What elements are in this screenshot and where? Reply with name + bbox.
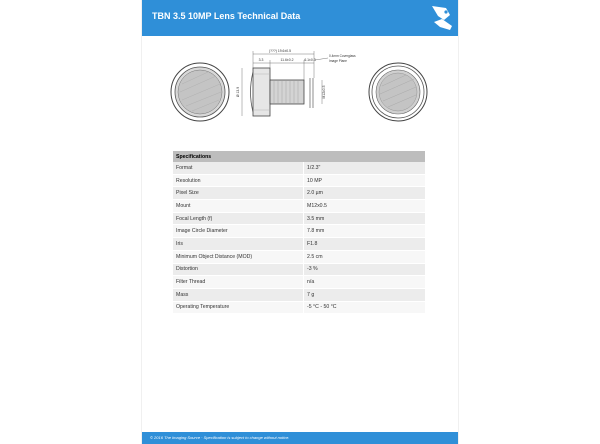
spec-label: Distortion bbox=[173, 263, 304, 276]
footer-bar bbox=[142, 432, 458, 444]
table-row bbox=[173, 263, 425, 276]
image-plane-note: Image Plane bbox=[329, 59, 347, 63]
spec-label: Pixel Size bbox=[173, 187, 304, 200]
spec-value: 2.0 µm bbox=[304, 187, 426, 200]
table-row bbox=[173, 238, 425, 251]
spec-label: Operating Temperature bbox=[173, 301, 304, 314]
spec-label: Filter Thread bbox=[173, 276, 304, 289]
datasheet-page bbox=[142, 0, 458, 444]
specifications-heading: Specifications bbox=[173, 151, 425, 162]
spec-label: Image Circle Diameter bbox=[173, 225, 304, 238]
spec-value: 7 g bbox=[304, 288, 426, 301]
lens-side-view bbox=[236, 49, 356, 116]
spec-label: Iris bbox=[173, 238, 304, 251]
table-row bbox=[173, 276, 425, 289]
spec-label: Mass bbox=[173, 288, 304, 301]
dim-left-label: 3.3 bbox=[258, 58, 264, 62]
lens-rear-view bbox=[369, 63, 427, 121]
table-row bbox=[173, 162, 425, 174]
spec-value: 3.5 mm bbox=[304, 212, 426, 225]
dim-total-label: (???) 19.6±0.5 bbox=[268, 49, 292, 53]
table-row bbox=[173, 174, 425, 187]
lens-front-view bbox=[171, 63, 229, 121]
spec-label: Format bbox=[173, 162, 304, 174]
table-row bbox=[173, 212, 425, 225]
spec-value: F1.8 bbox=[304, 238, 426, 251]
spec-value: n/a bbox=[304, 276, 426, 289]
spec-value: 2.5 cm bbox=[304, 250, 426, 263]
dim-diameter-label: Ø 13.9 bbox=[236, 86, 240, 98]
table-row bbox=[173, 250, 425, 263]
table-row bbox=[173, 187, 425, 200]
table-row bbox=[173, 225, 425, 238]
dim-mid-label: 11.6±0.2 bbox=[280, 58, 294, 62]
spec-label: Focal Length (f) bbox=[173, 212, 304, 225]
spec-label: Minimum Object Distance (MOD) bbox=[173, 250, 304, 263]
spec-label: Resolution bbox=[173, 174, 304, 187]
coverglass-note: 0.4mm Coverglass bbox=[329, 54, 356, 58]
table-row bbox=[173, 301, 425, 314]
dim-thread-label: M12x0.5 bbox=[322, 85, 326, 99]
spec-value: 7.8 mm bbox=[304, 225, 426, 238]
footer-notice: © 2016 The Imaging Source · Specification is subject to change without notice. bbox=[150, 435, 290, 440]
page-title: TBN 3.5 10MP Lens Technical Data bbox=[152, 11, 301, 21]
spec-label: Mount bbox=[173, 200, 304, 213]
table-row bbox=[173, 288, 425, 301]
company-logo-icon bbox=[424, 0, 458, 36]
spec-value: M12x0.5 bbox=[304, 200, 426, 213]
spec-value: 10 MP bbox=[304, 174, 426, 187]
spec-value: 1/2.3" bbox=[304, 162, 426, 174]
header-bar bbox=[142, 0, 458, 36]
spec-value: -5 °C - 50 °C bbox=[304, 301, 426, 314]
table-row bbox=[173, 200, 425, 213]
spec-value: -3 % bbox=[304, 263, 426, 276]
specifications-table bbox=[173, 151, 425, 314]
dim-right-label: 6.1±0.3 bbox=[304, 58, 316, 62]
lens-technical-drawing bbox=[162, 44, 438, 140]
